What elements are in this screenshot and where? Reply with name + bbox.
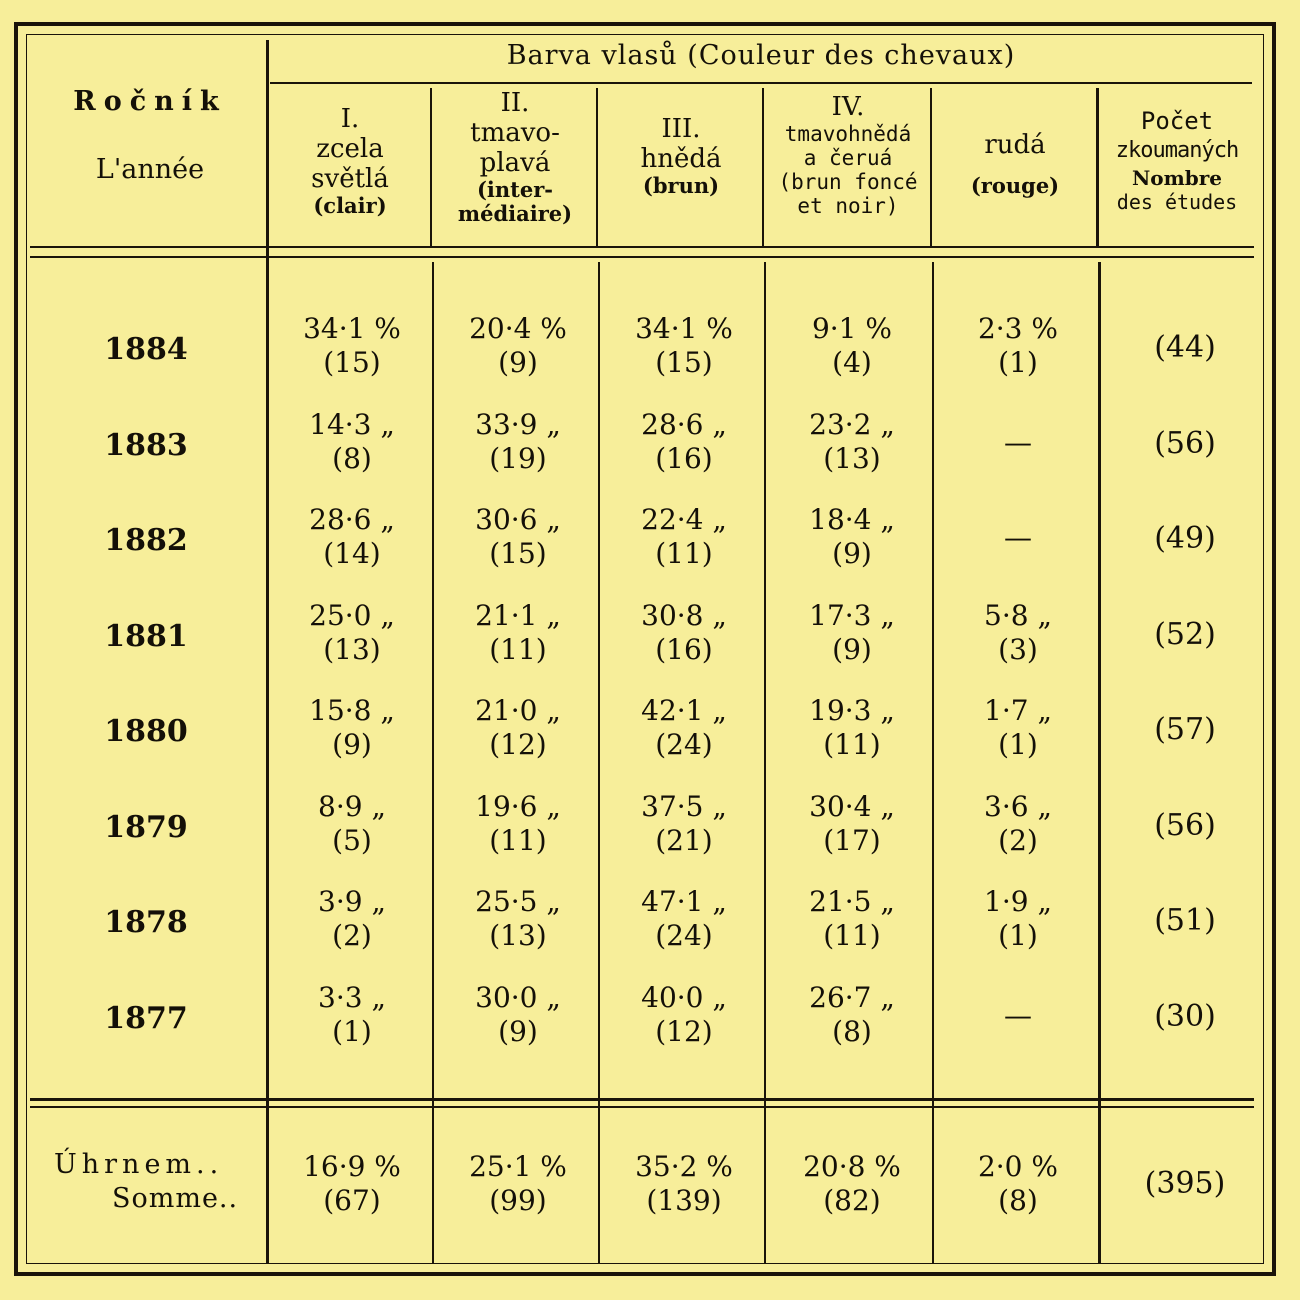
header-divider-4	[930, 88, 932, 246]
percent-value: 15·8 „	[309, 694, 395, 727]
table-cell	[601, 503, 767, 571]
table-cell	[601, 981, 767, 1049]
table-cell	[769, 503, 935, 571]
percent-value: 28·6 „	[641, 407, 727, 441]
total-cell	[601, 1150, 767, 1218]
year-cell: 1883	[104, 427, 188, 463]
percent-value: 23·2 „	[809, 407, 895, 441]
year-label: Ročník	[73, 86, 227, 117]
studies-count: (49)	[1154, 521, 1216, 556]
percent-value: 2·3 %	[977, 312, 1059, 345]
dash-value: —	[1004, 998, 1032, 1032]
year-cell: 1879	[104, 809, 188, 845]
table-cell	[935, 790, 1101, 858]
total-count: (8)	[998, 1184, 1038, 1217]
percent-value: 3·9 „	[318, 885, 386, 918]
column-header-brun: III. hnědá (brun)	[640, 114, 722, 198]
total-count: (67)	[323, 1184, 381, 1217]
table-cell	[935, 312, 1101, 380]
table-cell	[935, 694, 1101, 762]
count-value: (11)	[655, 537, 713, 570]
count-value: (19)	[489, 441, 547, 475]
table-cell	[435, 312, 601, 380]
total-rule-bottom	[30, 1106, 1254, 1108]
total-percent: 20·8 %	[803, 1150, 901, 1183]
count-value: (13)	[823, 441, 881, 475]
header-divider-1	[430, 88, 432, 246]
table-cell	[601, 312, 767, 380]
table-cell	[769, 790, 935, 858]
table-cell	[269, 312, 435, 380]
total-count: (139)	[646, 1184, 722, 1217]
table-cell	[435, 694, 601, 762]
percent-value: 5·8 „	[984, 598, 1052, 632]
body-divider-5	[1098, 262, 1101, 1264]
table-cell	[769, 599, 935, 667]
percent-value: 34·1 %	[635, 312, 733, 345]
count-value: (9)	[332, 728, 372, 761]
dash-value: —	[1004, 521, 1032, 554]
year-cell: 1878	[104, 905, 188, 940]
count-value: (9)	[832, 632, 872, 666]
studies-count: (51)	[1154, 903, 1216, 938]
table-cell	[269, 408, 435, 476]
header-rule-top	[30, 246, 1254, 248]
table-cell	[769, 981, 935, 1049]
header-divider-3	[762, 88, 764, 246]
table-cell	[269, 599, 435, 667]
header-rule-bottom	[30, 256, 1254, 258]
percent-value: 19·6 „	[475, 789, 561, 823]
count-value: (11)	[823, 728, 881, 761]
percent-value: 22·4 „	[641, 503, 727, 536]
table-cell	[769, 312, 935, 380]
header-divider-5	[1096, 88, 1099, 246]
studies-count: (30)	[1154, 998, 1216, 1034]
total-cell	[269, 1150, 435, 1218]
percent-value: 33·9 „	[475, 407, 561, 441]
count-value: (21)	[655, 823, 713, 857]
percent-value: 30·8 „	[641, 598, 727, 632]
header-title-rule	[270, 82, 1252, 84]
count-value: (11)	[489, 823, 547, 857]
count-value: (15)	[323, 346, 381, 379]
count-value: (13)	[323, 632, 381, 666]
total-studies-count: (395)	[1144, 1166, 1226, 1201]
count-value: (3)	[998, 632, 1038, 666]
table-cell	[435, 599, 601, 667]
total-label: Úhrnem.. Somme..	[54, 1149, 239, 1214]
table-cell	[269, 503, 435, 571]
percent-value: 34·1 %	[303, 312, 401, 345]
studies-count: (52)	[1154, 616, 1216, 652]
total-cell	[935, 1150, 1101, 1218]
table-cell	[435, 790, 601, 858]
count-value: (12)	[655, 1014, 713, 1048]
table-cell	[769, 408, 935, 476]
percent-value: 21·1 „	[475, 598, 561, 632]
table-cell	[269, 790, 435, 858]
total-percent: 25·1 %	[469, 1150, 567, 1183]
count-value: (9)	[832, 537, 872, 570]
table-cell	[269, 694, 435, 762]
count-value: (1)	[998, 346, 1038, 379]
total-percent: 16·9 %	[303, 1150, 401, 1183]
count-value: (17)	[823, 823, 881, 857]
count-value: (1)	[998, 728, 1038, 761]
total-count: (99)	[489, 1184, 547, 1217]
column-header-rouge: rudá (rouge)	[970, 130, 1060, 198]
total-cell	[769, 1150, 935, 1218]
count-value: (15)	[655, 346, 713, 379]
table-cell	[435, 503, 601, 571]
percent-value: 37·5 „	[641, 789, 727, 823]
table-cell	[435, 885, 601, 953]
percent-value: 1·9 „	[984, 885, 1052, 918]
percent-value: 21·5 „	[809, 885, 895, 918]
percent-value: 30·6 „	[475, 503, 561, 536]
count-value: (5)	[332, 823, 372, 857]
year-cell: 1877	[104, 1000, 188, 1036]
count-value: (8)	[832, 1014, 872, 1048]
percent-value: 14·3 „	[309, 407, 395, 441]
count-value: (9)	[498, 346, 538, 379]
percent-value: 40·0 „	[641, 980, 727, 1014]
header-divider-2	[596, 88, 598, 246]
count-value: (24)	[655, 919, 713, 952]
table-cell	[435, 408, 601, 476]
table-cell	[935, 999, 1101, 1033]
percent-value: 21·0 „	[475, 694, 561, 727]
count-value: (16)	[655, 632, 713, 666]
percent-value: 9·1 %	[811, 312, 893, 345]
count-value: (24)	[655, 728, 713, 761]
count-value: (14)	[323, 537, 381, 570]
table-cell	[601, 599, 767, 667]
total-percent: 35·2 %	[635, 1150, 733, 1183]
count-value: (9)	[498, 1014, 538, 1048]
total-percent: 2·0 %	[977, 1150, 1059, 1183]
count-value: (8)	[332, 441, 372, 475]
count-value: (12)	[489, 728, 547, 761]
column-header-clair: I. zcela světlá (clair)	[311, 104, 389, 218]
studies-count: (56)	[1154, 807, 1216, 843]
percent-value: 8·9 „	[318, 789, 386, 823]
count-value: (2)	[332, 919, 372, 952]
table-cell	[601, 790, 767, 858]
percent-value: 25·0 „	[309, 598, 395, 632]
column-header-count: Počet zkoumaných Nombre des études	[1115, 107, 1239, 214]
count-value: (16)	[655, 441, 713, 475]
count-value: (13)	[489, 919, 547, 952]
percent-value: 47·1 „	[641, 885, 727, 918]
count-value: (11)	[489, 632, 547, 666]
table-cell	[269, 981, 435, 1049]
percent-value: 19·3 „	[809, 694, 895, 727]
percent-value: 42·1 „	[641, 694, 727, 727]
count-value: (4)	[832, 346, 872, 379]
dash-value: —	[1004, 425, 1032, 459]
percent-value: 18·4 „	[809, 503, 895, 536]
year-cell: 1884	[104, 332, 188, 367]
count-value: (1)	[998, 919, 1038, 952]
year-cell: 1880	[104, 714, 188, 749]
column-header-brun-fonce: IV. tmavohnědá a čeruá (brun foncé et noir)	[778, 92, 918, 218]
total-cell	[435, 1150, 601, 1218]
total-count: (82)	[823, 1184, 881, 1217]
table-cell	[935, 521, 1101, 555]
table-cell	[601, 885, 767, 953]
studies-count: (57)	[1154, 712, 1216, 747]
percent-value: 30·4 „	[809, 789, 895, 823]
table-cell	[935, 885, 1101, 953]
table-cell	[769, 694, 935, 762]
column-header-intermediaire: II. tmavo- plavá (inter- médiaire)	[457, 88, 573, 226]
year-label-fr: L'année	[95, 154, 205, 185]
percent-value: 3·3 „	[318, 980, 386, 1014]
year-cell: 1882	[104, 523, 188, 558]
total-rule-top	[30, 1098, 1254, 1101]
percent-value: 30·0 „	[475, 980, 561, 1014]
table-cell	[435, 981, 601, 1049]
year-cell: 1881	[104, 618, 188, 654]
count-value: (1)	[332, 1014, 372, 1048]
table-cell	[769, 885, 935, 953]
count-value: (2)	[998, 823, 1038, 857]
percent-value: 26·7 „	[809, 980, 895, 1014]
count-value: (15)	[489, 537, 547, 570]
studies-count: (44)	[1154, 330, 1216, 365]
percent-value: 28·6 „	[309, 503, 395, 536]
table-cell	[601, 408, 767, 476]
table-cell	[601, 694, 767, 762]
percent-value: 20·4 %	[469, 312, 567, 345]
percent-value: 25·5 „	[475, 885, 561, 918]
table-cell	[269, 885, 435, 953]
percent-value: 3·6 „	[984, 789, 1052, 823]
percent-value: 1·7 „	[984, 694, 1052, 727]
count-value: (11)	[823, 919, 881, 952]
percent-value: 17·3 „	[809, 598, 895, 632]
table-cell	[935, 426, 1101, 460]
studies-count: (56)	[1154, 425, 1216, 461]
table-cell	[935, 599, 1101, 667]
hair-color-title: Barva vlasů (Couleur des chevaux)	[506, 40, 1016, 71]
